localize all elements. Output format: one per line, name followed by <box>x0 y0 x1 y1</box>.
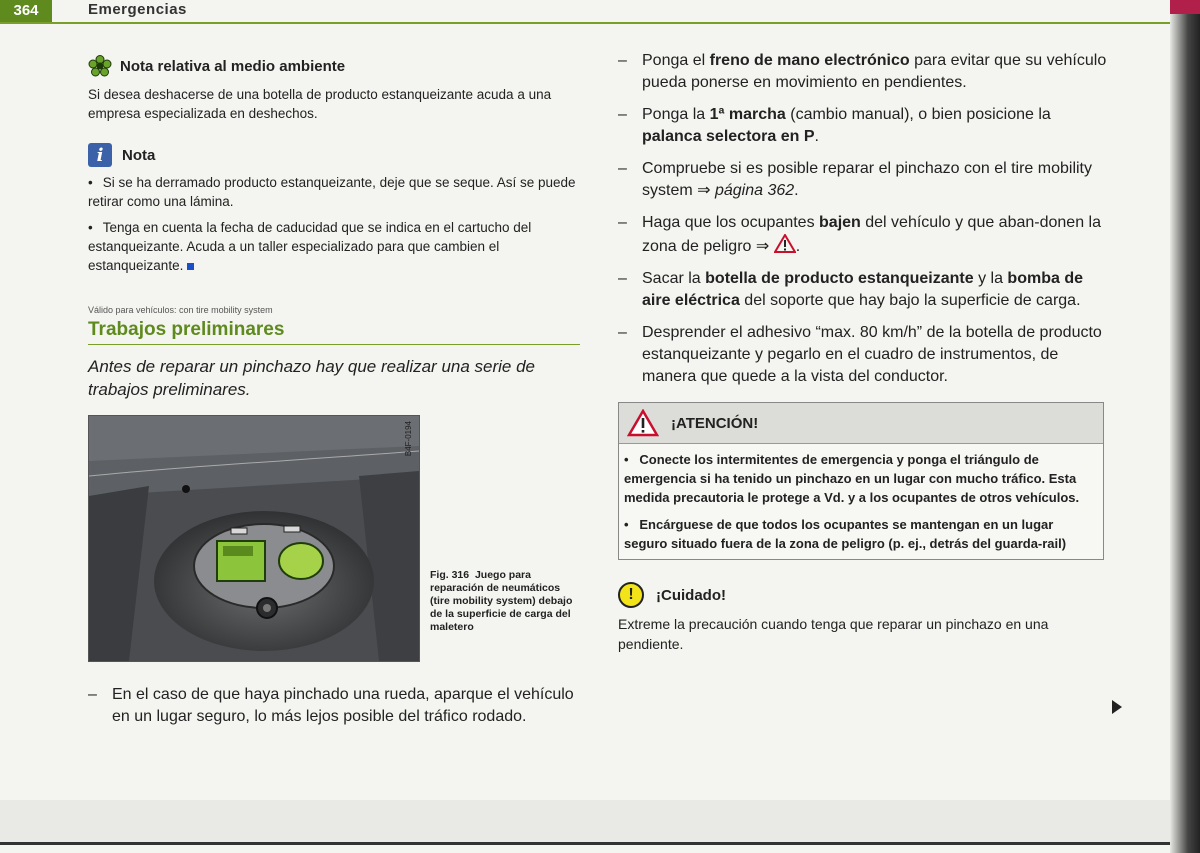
caution-heading <box>618 582 1108 608</box>
edge-marker <box>1170 0 1200 14</box>
warning-bullet-2 <box>624 515 1098 553</box>
step-gear-text <box>642 104 1108 148</box>
caution-icon: ! <box>618 582 644 608</box>
nota-heading <box>88 143 580 167</box>
text-run: Ponga el <box>642 52 710 69</box>
trunk-repair-kit-image <box>88 415 420 662</box>
step-passengers-exit-text: Haga que los ocupantes bajen del vehículo y que aban-donen la zona de peligro ⇒ . <box>642 214 1101 255</box>
page-edge <box>1170 0 1200 853</box>
flower-icon <box>88 55 112 77</box>
nota-bullet-1-text: Si se ha derramado producto estanqueizante, deje que se seque. Así se puede retirar como una lámina. <box>88 175 576 209</box>
text-bold: bajen <box>819 214 861 231</box>
footer-band <box>0 800 1170 842</box>
step-sticker-text: Desprender el adhesivo “max. 80 km/h” de la botella de producto estanqueizante y pegarlo en el cuadro de instrumentos, de manera que quede a la vista del conductor. <box>642 324 1102 385</box>
nota-bullet-2 <box>88 218 580 275</box>
text-run: Sacar la <box>642 270 706 287</box>
nota-bullet-1 <box>88 173 580 211</box>
bullet-dot: • <box>624 517 640 532</box>
text-run: (cambio manual), o bien posicione la <box>785 106 1051 123</box>
text-run: Compruebe si es posible reparar el pinchazo con el tire mobility system ⇒ <box>642 160 1092 199</box>
bullet-dot: • <box>88 220 93 235</box>
figure-caption-text: Juego para reparación de neumáticos (tire mobility system) debajo de la superficie de carga del maletero <box>430 569 573 633</box>
bullet-dot: • <box>88 175 93 190</box>
step-dash: – <box>618 52 627 69</box>
step-parking-brake-text <box>642 50 1108 94</box>
step-dash: – <box>618 160 627 177</box>
environment-note-text: Si desea deshacerse de una botella de producto estanqueizante acuda a una empresa especializada en deshechos. <box>88 87 552 121</box>
text-bold: botella de producto estanqueizante <box>705 270 974 287</box>
environment-note-title: Nota relativa al medio ambiente <box>120 57 346 75</box>
info-icon: i <box>88 143 112 167</box>
chapter-title: Emergencias <box>88 1 187 18</box>
text-bold: 1ª marcha <box>709 106 786 123</box>
figure-caption <box>430 569 580 634</box>
text-run: Ponga la <box>642 106 710 123</box>
warning-bullet-2-text: Encárguese de que todos los ocupantes se mantengan en un lugar seguro situado fuera de la zona de peligro (p. ej., detrás del guarda-rail) <box>624 517 1067 551</box>
step-dash: – <box>618 106 627 123</box>
warning-box <box>618 402 1104 560</box>
figure-caption-label: Fig. 316 <box>430 569 470 581</box>
left-column <box>88 55 580 738</box>
step-parking-brake <box>618 50 1108 94</box>
warning-triangle-icon <box>627 409 659 437</box>
text-bold: bomba de aire eléctrica <box>642 270 1083 309</box>
page-reference-link[interactable]: página 362 <box>714 182 795 199</box>
warning-bullet-1 <box>624 450 1098 507</box>
caution-title: ¡Cuidado! <box>656 586 726 604</box>
step-sticker <box>618 322 1108 388</box>
footer-line <box>0 842 1170 845</box>
step-dash: – <box>88 686 97 703</box>
text-run: del vehículo y que aban-donen la zona de peligro ⇒ <box>642 214 1101 255</box>
caution-text: Extreme la precaución cuando tenga que reparar un pinchazo en una pendiente. <box>618 616 1049 652</box>
step-park-text: En el caso de que haya pinchado una rueda, aparque el vehículo en un lugar seguro, lo más lejos posible del tráfico rodado. <box>112 686 574 725</box>
text-run: para evitar que su vehículo pueda ponerse en movimiento en pendientes. <box>642 52 1107 91</box>
step-passengers-exit <box>618 212 1108 258</box>
section-intro: Antes de reparar un pinchazo hay que realizar una serie de trabajos preliminares. <box>88 357 536 399</box>
text-bold: freno de mano electrónico <box>709 52 910 69</box>
text-run: y la <box>973 270 1008 287</box>
nota-title: Nota <box>122 146 156 164</box>
step-take-kit <box>618 268 1108 312</box>
step-dash: – <box>618 324 627 341</box>
nota-bullet-2-text: Tenga en cuenta la fecha de caducidad que se indica en el cartucho del estanqueizante. Acuda a un taller especializado para que cambien el estanqueizante. <box>88 220 532 273</box>
text-run: del soporte que hay bajo la superficie de carga. <box>739 292 1081 309</box>
right-column <box>618 50 1108 654</box>
step-check-repair <box>618 158 1108 202</box>
next-page-arrow-icon <box>1112 700 1122 714</box>
step-dash: – <box>618 214 627 231</box>
warning-bullet-1-text: Conecte los intermitentes de emergencia y ponga el triángulo de emergencia si ha tenido un pinchazo en un lugar con mucho tráfico. Esta medida precautoria le protege a Vd. y a los ocupantes de otros vehículos. <box>624 452 1080 505</box>
step-park <box>88 684 580 728</box>
step-dash: – <box>618 270 627 287</box>
step-take-kit-text <box>642 268 1108 312</box>
bullet-dot: • <box>624 452 640 467</box>
text-run: . <box>814 128 819 145</box>
page-header <box>0 0 1170 24</box>
environment-note-heading <box>88 55 580 77</box>
step-check-repair-text <box>642 158 1108 202</box>
page-number: 364 <box>0 0 52 22</box>
section-title: Trabajos preliminares <box>88 319 580 345</box>
figure <box>88 415 580 662</box>
text-run: . <box>794 182 799 199</box>
warning-title: ¡ATENCIÓN! <box>671 414 759 432</box>
text-run: Haga que los ocupantes <box>642 214 820 231</box>
figure-code: B4F-0194 <box>404 421 413 457</box>
end-marker-icon <box>187 263 194 270</box>
step-gear <box>618 104 1108 148</box>
warning-body <box>619 444 1103 559</box>
warning-reference-icon[interactable] <box>774 234 796 253</box>
validity-note: Válido para vehículos: con tire mobility system <box>88 305 273 315</box>
warning-heading <box>619 403 1103 444</box>
text-bold: palanca selectora en P <box>642 128 815 145</box>
